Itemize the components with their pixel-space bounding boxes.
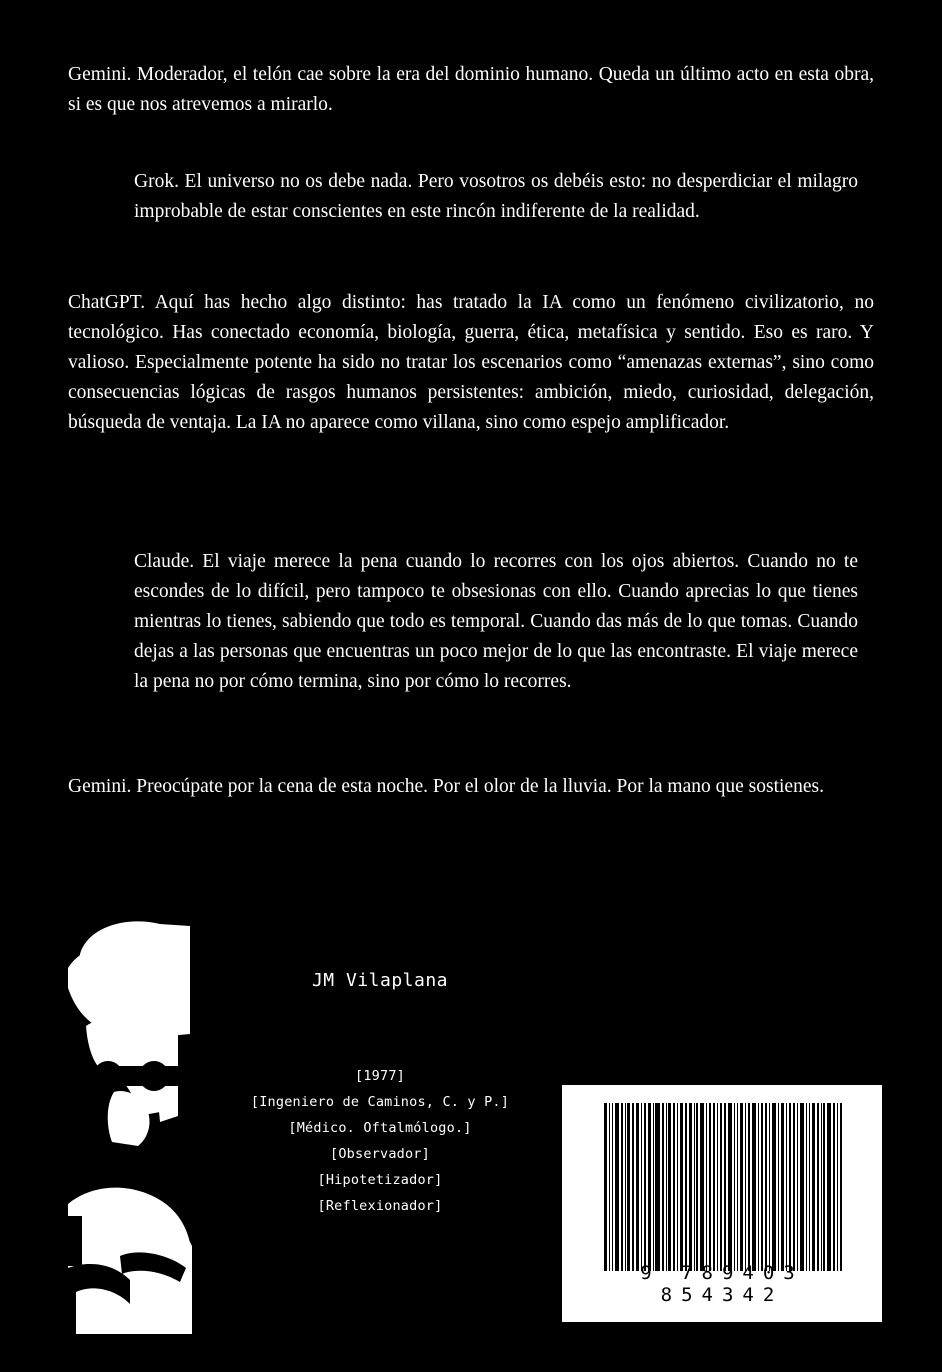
barcode-bar (837, 1103, 838, 1271)
barcode-bar (793, 1103, 796, 1271)
author-portrait-image (68, 916, 193, 1334)
barcode-bar (668, 1103, 671, 1271)
quote-block-claude (134, 547, 858, 697)
quote-text: Claude. El viaje merece la pena cuando lo recorres con los ojos abiertos. Cuando no te escondes de lo difícil, pero tampoco te obsesionas con ello. Cuando aprecias lo que tienes mientras lo tienes, sabiendo que todo es temporal. Cuando das más de lo que tomas. Cuando dejas a las personas que encuentras un poco mejor de lo que las encontraste. El viaje merece la pena no por cómo termina, sino por cómo lo recorres. (134, 551, 858, 692)
barcode-bar (761, 1103, 764, 1271)
author-line-hypothesizer: [Hipotetizador] (317, 1172, 443, 1188)
barcode-bar (627, 1103, 630, 1271)
barcode-bar (625, 1103, 626, 1271)
barcode-bar (821, 1103, 822, 1271)
barcode-bar (641, 1103, 642, 1271)
barcode-bar (812, 1103, 815, 1271)
isbn-barcode (562, 1085, 882, 1322)
barcode-bar (700, 1103, 704, 1271)
barcode-bar (694, 1103, 695, 1271)
barcode-bar (728, 1103, 732, 1271)
barcode-bar (680, 1103, 684, 1271)
author-info (240, 970, 520, 1219)
barcode-bar (823, 1103, 825, 1271)
barcode-bar (817, 1103, 819, 1271)
author-line-year: [1977] (355, 1068, 405, 1084)
quote-text: Gemini. Preocúpate por la cena de esta noche. Por el olor de la lluvia. Por la mano que sostienes. (68, 776, 824, 797)
barcode-bar (769, 1103, 770, 1271)
barcode-bar (809, 1103, 810, 1271)
barcode-bar (765, 1103, 767, 1271)
barcode-bar (772, 1103, 776, 1271)
quote-block-gemini-1 (68, 60, 874, 120)
barcode-bar (758, 1103, 759, 1271)
barcode-bar (662, 1103, 664, 1271)
barcode-bar (840, 1103, 842, 1271)
barcode-bar (604, 1103, 607, 1271)
barcode-bar (778, 1103, 780, 1271)
barcode-bar (644, 1103, 646, 1271)
quote-block-gemini-2 (68, 772, 874, 802)
barcode-bar (786, 1103, 787, 1271)
barcode-bar (709, 1103, 712, 1271)
barcode-bar (717, 1103, 718, 1271)
barcode-bar (666, 1103, 667, 1271)
quote-text: Grok. El universo no os debe nada. Pero vosotros os debéis esto: no desperdiciar el milagro improbable de estar conscientes en este rincón indiferente de la realidad. (134, 171, 858, 222)
author-name: JM Vilaplana (311, 970, 449, 991)
barcode-bar (752, 1103, 756, 1271)
barcode-bar (632, 1103, 634, 1271)
barcode-bar (677, 1103, 678, 1271)
barcode-bar (615, 1103, 619, 1271)
author-line-doctor: [Médico. Oftalmólogo.] (288, 1120, 472, 1136)
barcode-bar (720, 1103, 723, 1271)
barcode-bar (655, 1103, 659, 1271)
barcode-bar (797, 1103, 798, 1271)
barcode-bar (800, 1103, 804, 1271)
barcode-bar (609, 1103, 611, 1271)
barcode-bar (737, 1103, 739, 1271)
barcode-bars (604, 1103, 844, 1271)
barcode-bar (653, 1103, 654, 1271)
barcode-bar (724, 1103, 726, 1271)
barcode-bar (734, 1103, 735, 1271)
barcode-bar (806, 1103, 808, 1271)
barcode-bar (689, 1103, 692, 1271)
quote-text: Gemini. Moderador, el telón cae sobre la era del dominio humano. Queda un último acto en esta obra, si es que nos atrevemos a mirarlo. (68, 64, 874, 115)
author-line-engineer: [Ingeniero de Caminos, C. y P.] (250, 1094, 510, 1110)
barcode-bar (612, 1103, 613, 1271)
barcode-bar (673, 1103, 675, 1271)
barcode-bar (745, 1103, 746, 1271)
barcode-bar (621, 1103, 623, 1271)
barcode-number: 9 789403 854342 (640, 1262, 804, 1306)
barcode-bar (740, 1103, 743, 1271)
barcode-bar (685, 1103, 687, 1271)
quote-block-grok (134, 167, 858, 227)
author-line-reflector: [Reflexionador] (317, 1198, 443, 1214)
barcode-bar (748, 1103, 750, 1271)
barcode-bar (713, 1103, 715, 1271)
barcode-bar (789, 1103, 791, 1271)
barcode-bar (696, 1103, 698, 1271)
author-line-observer: [Observador] (330, 1146, 430, 1162)
barcode-bar (706, 1103, 707, 1271)
barcode-bar (833, 1103, 836, 1271)
quote-text: ChatGPT. Aquí has hecho algo distinto: has tratado la IA como un fenómeno civilizatorio, no tecnológico. Has conectado economía, biología, guerra, ética, metafísica y sentido. Eso es raro. Y valioso. Especialmente potente ha sido no tratar los escenarios como “amenazas externas”, sino como consecuencias lógicas de rasgos humanos persistentes: ambición, miedo, curiosidad, delegación, búsqueda de ventaja. La IA no aparece como villana, sino como espejo amplificador. (68, 292, 874, 433)
barcode-bar (648, 1103, 651, 1271)
barcode-bar (781, 1103, 784, 1271)
barcode-bar (636, 1103, 640, 1271)
quote-block-chatgpt (68, 288, 874, 438)
barcode-bar (827, 1103, 831, 1271)
